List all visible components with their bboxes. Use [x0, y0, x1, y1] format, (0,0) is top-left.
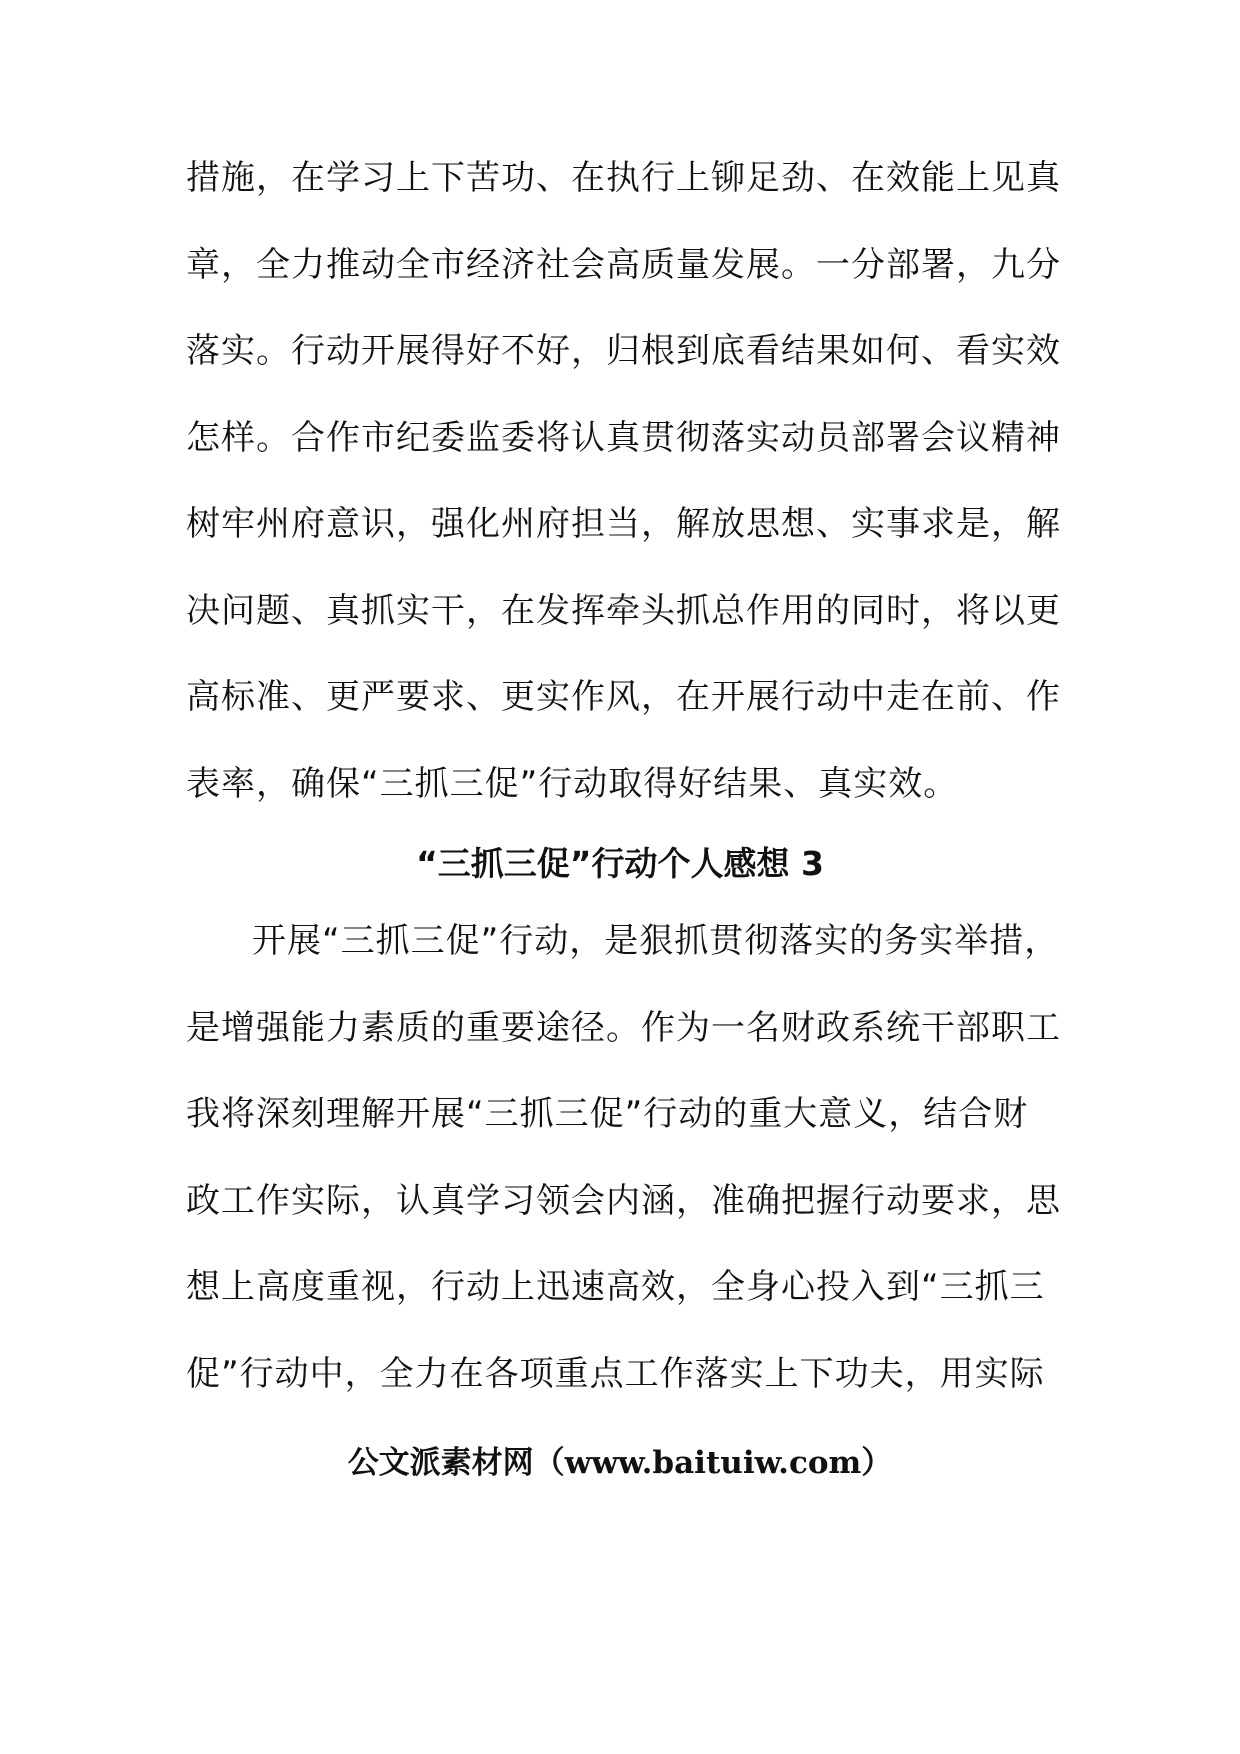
paragraph-line: 高标准、更严要求、更实作风，在开展行动中走在前、作 [186, 677, 1061, 717]
paragraph-line: 想上高度重视，行动上迅速高效，全身心投入到“三抓三 [186, 1267, 1045, 1307]
paragraph-line: 促”行动中，全力在各项重点工作落实上下功夫，用实际 [186, 1354, 1045, 1394]
paragraph-line: 决问题、真抓实干，在发挥牵头抓总作用的同时，将以更 [186, 591, 1061, 631]
paragraph-line: 我将深刻理解开展“三抓三促”行动的重大意义，结合财 [186, 1094, 1029, 1134]
paragraph-line: 落实。行动开展得好不好，归根到底看结果如何、看实效 [186, 331, 1061, 371]
paragraph-line: 开展“三抓三促”行动，是狠抓贯彻落实的务实举措， [252, 921, 1060, 961]
paragraph-line: 树牢州府意识，强化州府担当，解放思想、实事求是，解 [186, 504, 1061, 544]
paragraph-line: 表率，确保“三抓三促”行动取得好结果、真实效。 [186, 764, 959, 804]
section-heading: “三抓三促”行动个人感想 3 [416, 844, 824, 883]
footer-source: 公文派素材网（www.baituiw.com） [347, 1445, 893, 1481]
paragraph-line: 是增强能力素质的重要途径。作为一名财政系统干部职工 [186, 1008, 1061, 1048]
paragraph-line: 怎样。合作市纪委监委将认真贯彻落实动员部署会议精神 [186, 418, 1061, 458]
paragraph-line: 政工作实际，认真学习领会内涵，准确把握行动要求，思 [186, 1181, 1061, 1221]
paragraph-line: 措施，在学习上下苦功、在执行上铆足劲、在效能上见真 [186, 158, 1061, 198]
paragraph-line: 章，全力推动全市经济社会高质量发展。一分部署，九分 [186, 245, 1061, 285]
